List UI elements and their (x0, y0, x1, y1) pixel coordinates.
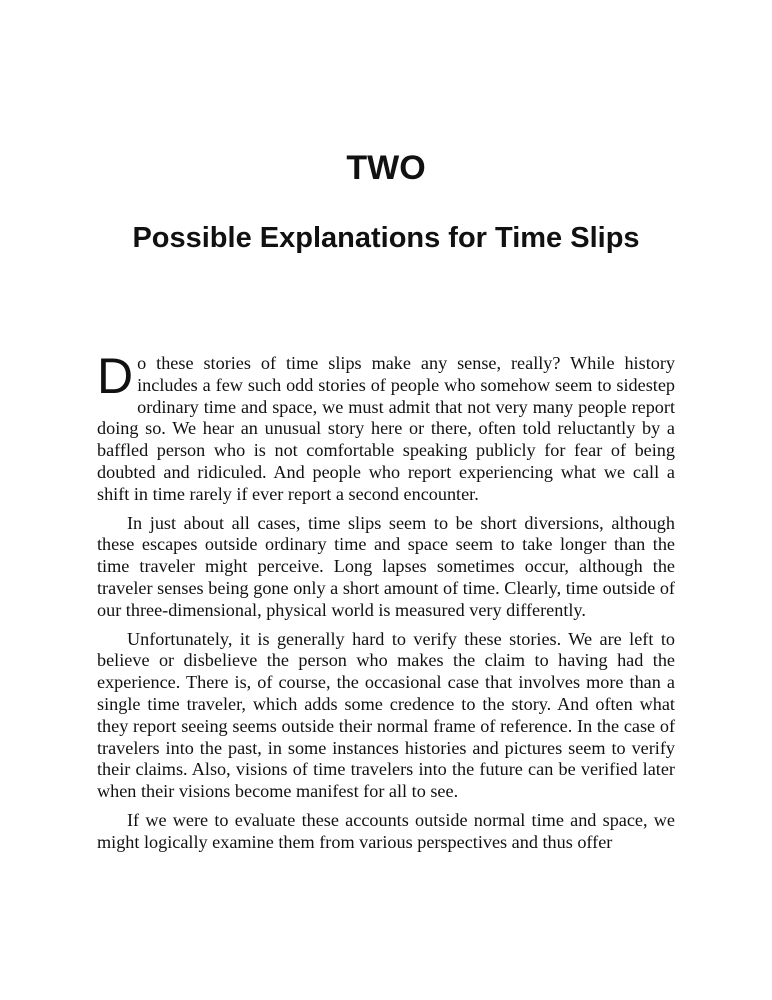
chapter-title: Possible Explanations for Time Slips (132, 222, 640, 254)
paragraph-2: In just about all cases, time slips seem to be short diversions, although these escapes outside ordinary time and space seem to take longer than the time traveler might perceive. Long lapses sometimes occur, although the traveler senses being gone only a short amount of time. Clearly, time outside of our three-dimensional, physical world is measured very differently. (97, 512, 675, 620)
paragraph-3: Unfortunately, it is generally hard to verify these stories. We are left to believe or disbelieve the person who makes the claim to having had the experience. There is, of course, the occasional case that involves more than a single time traveler, which adds some credence to the story. And often what they report seeing seems outside their normal frame of reference. In the case of travelers into the past, in some instances histories and pictures seem to verify their claims. Also, visions of time travelers into the future can be verified later when their visions become manifest for all to see. (97, 628, 675, 802)
paragraph-4: If we were to evaluate these accounts outside normal time and space, we might logically examine them from various perspectives and thus offer (97, 809, 675, 852)
chapter-number: TWO (346, 149, 426, 187)
chapter-body (97, 348, 675, 861)
paragraph-1 (97, 348, 675, 506)
paragraph-1-text: o these stories of time slips make any sense, really? While history includes a few such odd stories of people who somehow seem to sidestep ordinary time and space, we must admit that not very many people report doing so. We hear an unusual story here or there, often told reluctantly by a baffled person who is not comfortable speaking publicly for fear of being doubted and ridiculed. And people who report experiencing what we call a shift in time rarely if ever report a second encounter. (97, 353, 675, 504)
drop-cap: D (97, 348, 134, 404)
